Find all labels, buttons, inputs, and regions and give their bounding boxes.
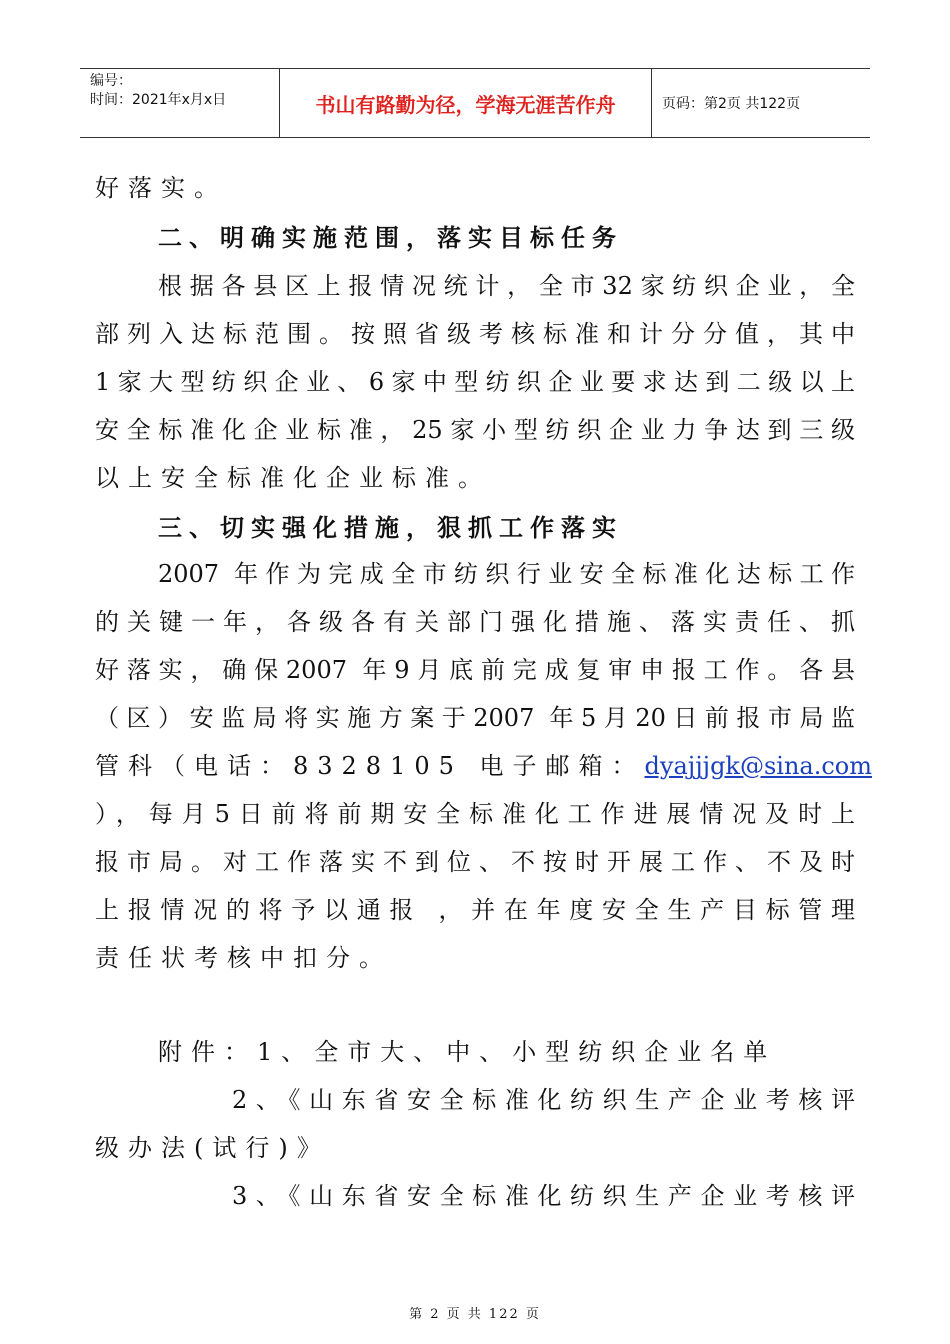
body-line: 部列入达标范围。按照省级考核标准和计分分值，其中 <box>95 320 855 348</box>
body-line: 上报情况的将予以通报 ，并在年度安全生产目标管理 <box>95 896 855 924</box>
section-heading-3: 三、切实强化措施，狠抓工作落实 <box>158 514 623 542</box>
email-link[interactable]: dyajjjgk@sina.com <box>644 752 873 780</box>
body-line: 2007 年作为完成全市纺织行业安全标准化达标工作 <box>158 560 855 588</box>
attachment-2-cont: 级办法(试行)》 <box>95 1134 330 1162</box>
body-line: 好落实，确保2007 年9月底前完成复审申报工作。各县 <box>95 656 855 684</box>
body-line: ），每月5日前将前期安全标准化工作进展情况及时上 <box>95 800 855 828</box>
body-line: 报市局。对工作落实不到位、不按时开展工作、不及时 <box>95 848 855 876</box>
attachment-3: 3、《山东省安全标准化纺织生产企业考核评 <box>232 1182 855 1210</box>
section-heading-2: 二、明确实施范围，落实目标任务 <box>158 224 623 252</box>
attachment-1: 附件：1、全市大、中、小型纺织企业名单 <box>158 1038 777 1066</box>
header-page-info: 页码：第2页 共122页 <box>662 96 801 112</box>
body-line: 的关键一年，各级各有关部门强化措施、落实责任、抓 <box>95 608 855 636</box>
number-label: 编号： <box>90 73 132 89</box>
contact-text: 管科（电话：8328105 电子邮箱： <box>95 752 645 780</box>
body-line: 责任状考核中扣分。 <box>95 944 392 972</box>
body-line: 好落实。 <box>95 174 227 202</box>
time-label: 时间：2021年x月x日 <box>90 92 227 108</box>
body-line-contact <box>95 750 873 782</box>
page-header <box>80 68 870 138</box>
body-line: 1家大型纺织企业、6家中型纺织企业要求达到二级以上 <box>95 368 855 396</box>
attachment-2: 2、《山东省安全标准化纺织生产企业考核评 <box>232 1086 855 1114</box>
body-line: （区）安监局将实施方案于2007 年5月20日前报市局监 <box>95 704 855 732</box>
body-line: 根据各县区上报情况统计，全市32家纺织企业，全 <box>158 272 855 300</box>
body-line: 以上安全标准化企业标准。 <box>95 464 491 492</box>
header-motto: 书山有路勤为径，学海无涯苦作舟 <box>280 69 652 137</box>
page-footer: 第 2 页 共 122 页 <box>409 1307 541 1322</box>
body-line: 安全标准化企业标准，25家小型纺织企业力争达到三级 <box>95 416 855 444</box>
header-meta <box>80 69 280 137</box>
